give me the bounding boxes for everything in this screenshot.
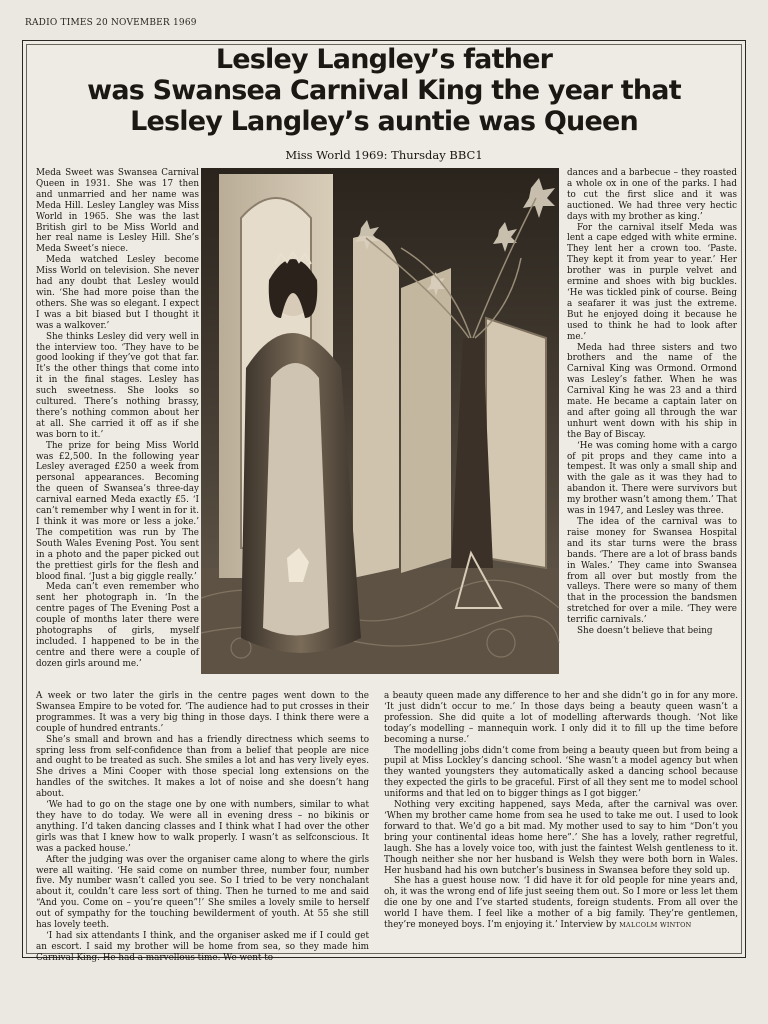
paragraph: Meda Sweet was Swansea Carnival Queen in 1931. She was 17 then and unmarried and her name was Meda Hill. Lesley Langley was Miss World in 1965. She was the last British girl to be Miss World and her real name is Lesley Hill. She’s Meda Sweet’s niece. bbox=[36, 168, 199, 255]
masthead: RADIO TIMES 20 NOVEMBER 1969 bbox=[25, 18, 197, 28]
paragraph bbox=[384, 876, 738, 931]
right-column bbox=[567, 168, 737, 690]
paragraph: Meda can’t even remember who sent her photograph in. ‘In the centre pages of The Evening Post a couple of months later there were photographs of girls, myself included. I happened to be in the centre and there were a couple of dozen girls around me.’ bbox=[36, 582, 199, 669]
paragraph: ‘We had to go on the stage one by one with numbers, similar to what they have to do today. We were all in evening dress – no bikinis or anything. I’d taken dancing classes and I think what I had over the other girls was that I knew how to walk properly. I wasn’t as selfconscious. It was a packed house.’ bbox=[36, 800, 369, 854]
paragraph: A week or two later the girls in the centre pages went down to the Swansea Empire to be voted for. ‘The audience had to put crosses in their programmes. It was a very big thing in those days. I think there were a couple of hundred entrants.’ bbox=[36, 691, 369, 734]
paragraph: The idea of the carnival was to raise money for Swansea Hospital and its star turns were the brass bands. ‘There are a lot of brass bands in Wales.’ They came into Swansea from all over but mostly from the valleys. There were so many of them that in the procession the bandsmen stretched for over a mile. ‘They were terrific carnivals.’ bbox=[567, 517, 737, 626]
paragraph: After the judging was over the organiser came along to where the girls were all waiting. ‘He said come on number three, number four, number five. My number wasn’t called you see. So I tried to be very nonchalant about it, couldn’t care less sort of thing. Then he turned to me and said “And you. Come on – you’re queen”!’ She smiles a lovely smile to herself out of sympathy for the touching bewilderment of youth. At 55 she still has lovely teeth. bbox=[36, 854, 369, 931]
headline bbox=[0, 44, 768, 137]
left-column bbox=[36, 168, 199, 690]
final-paragraph-text: She has a guest house now. ‘I did have it for old people for nine years and, oh, it was the wrong end of life just seeing them out. So I more or less let them die one by one and I’ve started students, foreign students. From all over the world I have them. I feel like a mother of a big family. They’re gentlemen, they’re moneyed boys. I’m enjoying it.’ Interview by bbox=[384, 876, 738, 931]
paragraph: ‘He was coming home with a cargo of pit props and they came into a tempest. It was only a small ship and with the gale as it was they had to abandon it. There were survivors but my brother wasn’t among them.’ That was in 1947, and Lesley was three. bbox=[567, 440, 737, 517]
carnival-queen-photo bbox=[201, 168, 559, 674]
paragraph: ‘I had six attendants I think, and the organiser asked me if I could get an escort. I said my brother will be home from sea, so they made him Carnival King. He had a marvellous time. We went to bbox=[36, 930, 369, 963]
paragraph: She’s small and brown and has a friendly directness which seems to spring less from self-confidence than from a belief that people are nice and ought to be treated as such. She smiles a lot and has very lively eyes. She drives a Mini Cooper with those special long extensions on the handles of the switches. It makes a lot of noise and she doesn’t hang about. bbox=[36, 734, 369, 800]
paragraph: She thinks Lesley did very well in the interview too. ‘They have to be good looking if they’ve got that far. It’s the other things that come into it in the final stages. Lesley has such sweetness. She looks so cultured. There’s nothing brassy, there’s nothing common about her at all. She carried it off as if she was born to it.’ bbox=[36, 331, 199, 440]
paragraph: For the carnival itself Meda was lent a cape edged with white ermine. They lent her a crown too. ‘Paste. They kept it from year to year.’ Her brother was in purple velvet and ermine and shoes with big buckles. ‘He was tickled pink of course. Being a seafarer it was just the extreme. But he enjoyed doing it because he used to think he had to look after me.’ bbox=[567, 222, 737, 342]
bottom-left-column bbox=[36, 691, 369, 963]
paragraph: a beauty queen made any difference to her and she didn’t go in for any more. ‘It just didn’t occur to me.’ In those days being a beauty queen wasn’t a profession. She did quite a lot of modelling afterwards though. ‘Not like today’s modelling – mannequin work. I only did it to fill up the time before becoming a nurse.’ bbox=[384, 691, 738, 745]
headline-line-1: Lesley Langley’s father bbox=[215, 44, 553, 75]
standfirst: Miss World 1969: Thursday BBC1 bbox=[285, 148, 483, 162]
bottom-right-column bbox=[384, 691, 738, 953]
paragraph: She doesn’t believe that being bbox=[577, 626, 713, 637]
paragraph: Nothing very exciting happened, says Meda, after the carnival was over. ‘When my brother came home from sea he used to take me out. I used to look forward to that. We’d go a bit mad. My mother used to say to him “Don’t you bring your continental ideas home here”.’ She has a lovely, rather regretful, laugh. She has a lovely voice too, with just the faintest Welsh gentleness to it. Though neither she nor her husband is Welsh they were both born in Wales. Her husband had his own butcher’s business in Swansea before they sold up. bbox=[384, 800, 738, 876]
paragraph: The prize for being Miss World was £2,500. In the following year Lesley averaged £250 a week from personal appearances. Becoming the queen of Swansea’s three-day carnival earned Meda exactly £5. ‘I can’t remember why I went in for it. I think it was more or less a joke.’ The competition was run by The South Wales Evening Post. You sent in a photo and the paper picked out the prettiest girls for the flesh and blood final. ‘Just a big giggle really.’ bbox=[36, 440, 199, 582]
headline-line-3: Lesley Langley’s auntie was Queen bbox=[130, 106, 638, 137]
paragraph: The modelling jobs didn’t come from being a beauty queen but from being a pupil at Miss Lockley’s dancing school. ‘She wasn’t a model agency but when they wanted youngsters they automatically asked a dancing school because they expected the girls to be graceful. First of all they sent me to model school uniforms and that led on to bigger things as I got bigger.’ bbox=[384, 745, 738, 800]
photo-illustration bbox=[201, 168, 559, 674]
paragraph: Meda watched Lesley become Miss World on television. She never had any doubt that Lesley would win. ‘She had more poise than the others. She was so elegant. I expect I was a bit biased but I thought it was a walkover.’ bbox=[36, 255, 199, 331]
paragraph: dances and a barbecue – they roasted a whole ox in one of the parks. I had to cut the first slice and it was auctioned. We had three very hectic days with my brother as king.’ bbox=[567, 168, 737, 222]
byline: MALCOLM WINTON bbox=[619, 921, 692, 930]
headline-line-2: was Swansea Carnival King the year that bbox=[87, 75, 681, 106]
paragraph: Meda had three sisters and two brothers and the name of the Carnival King was Ormond. Ormond was Lesley’s father. When he was Carnival King he was 23 and a third mate. He became a captain later on and after going all through the war unhurt went down with his ship in the Bay of Biscay. bbox=[567, 342, 737, 440]
